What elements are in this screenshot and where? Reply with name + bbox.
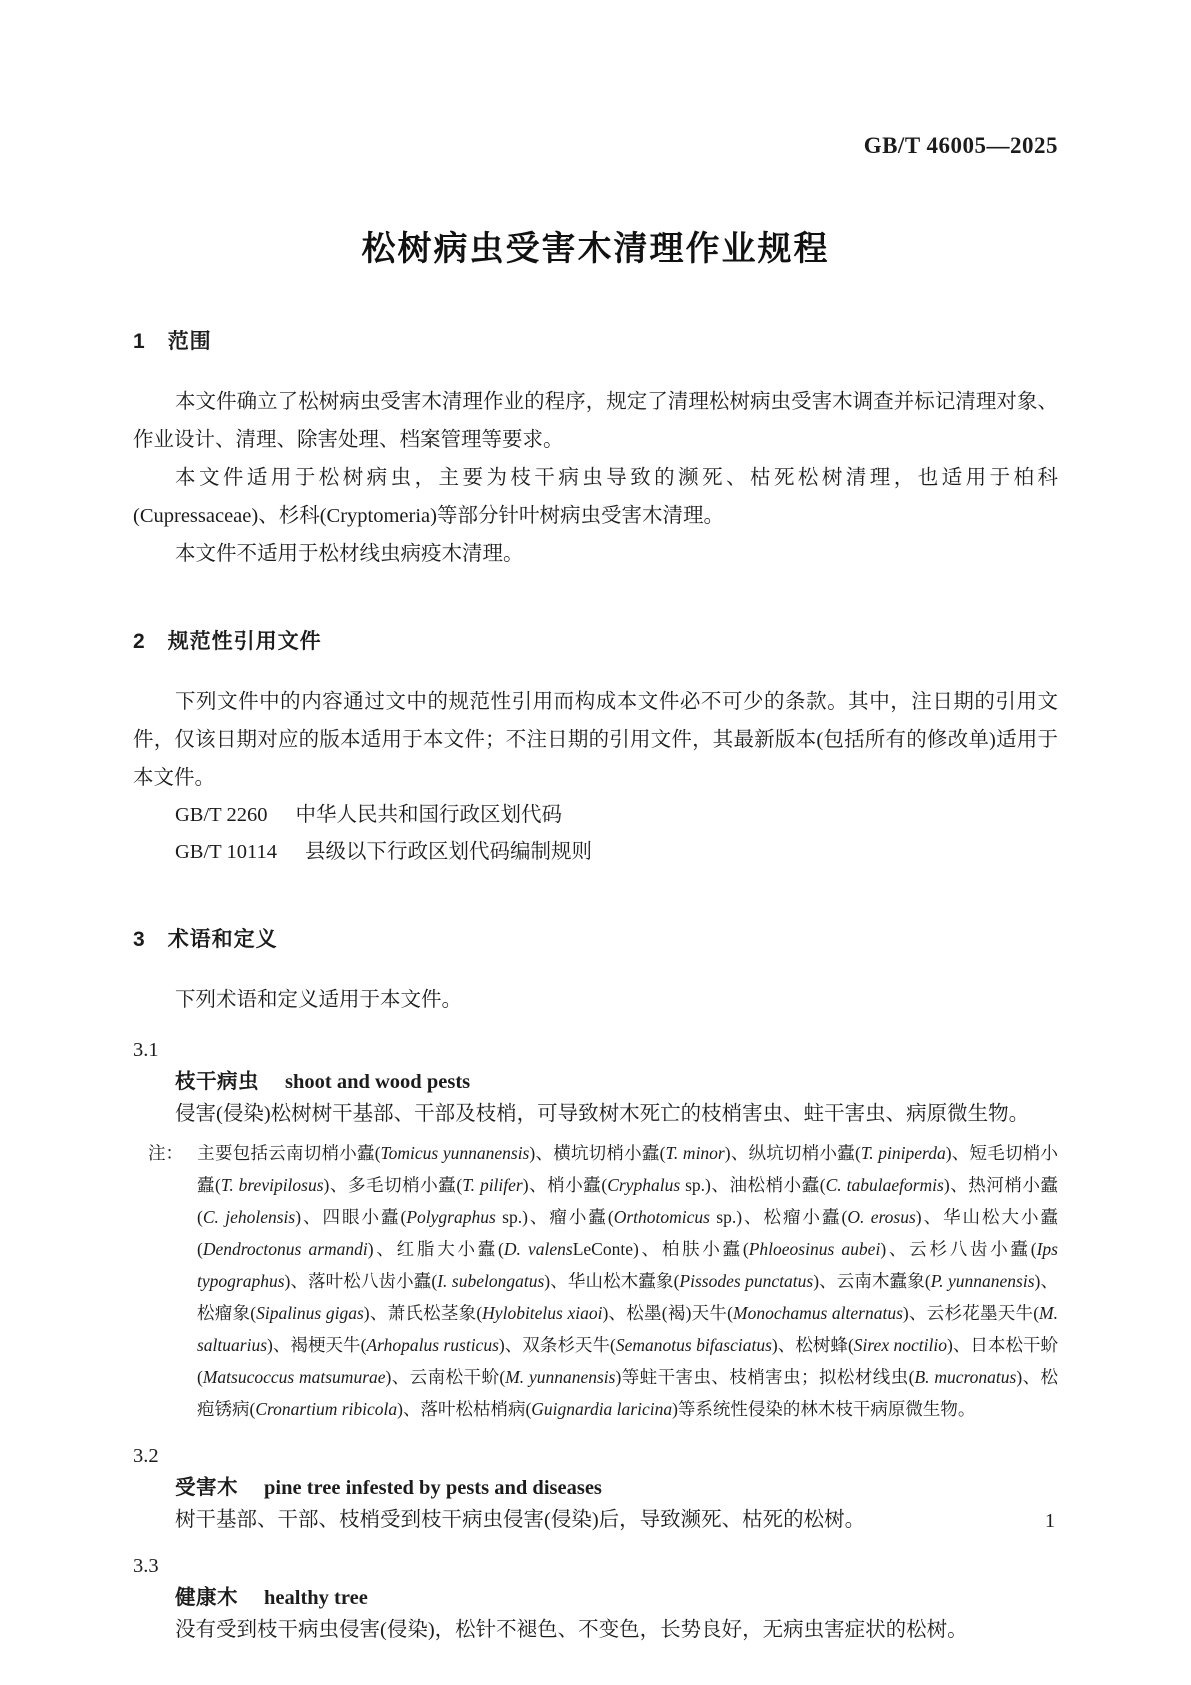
scope-paragraph-2: 本文件适用于松树病虫，主要为枝干病虫导致的濒死、枯死松树清理，也适用于柏科(Cupressaceae)、杉科(Cryptomeria)等部分针叶树病虫受害木清理。 xyxy=(133,467,1058,527)
section-2-body xyxy=(133,683,1058,871)
reference-item xyxy=(175,797,1058,834)
standard-number: GB/T 46005—2025 xyxy=(863,133,1058,158)
reference-code: GB/T 10114 xyxy=(175,841,277,863)
section-1-body xyxy=(133,383,1058,573)
section-1-heading xyxy=(133,327,1058,357)
scope-paragraph-3: 本文件不适用于松材线虫病疫木清理。 xyxy=(175,543,524,565)
section-scope xyxy=(133,327,1058,573)
term-heading xyxy=(175,1473,1058,1503)
scope-paragraph-1: 本文件确立了松树病虫受害木清理作业的程序，规定了清理松树病虫受害木调查并标记清理对象、作业设计、清理、除害处理、档案管理等要求。 xyxy=(133,391,1058,451)
note-body: 主要包括云南切梢小蠹(Tomicus yunnanensis)、横坑切梢小蠹(T. minor)、纵坑切梢小蠹(T. piniperda)、短毛切梢小蠹(T. brevipilosus)、多毛切梢小蠹(T. pilifer)、梢小蠹(Cryphalus sp.)、油松梢小蠹(C. tabulaeformis)、热河梢小蠹(C. jeholensis)、四眼小蠹(Polygraphus sp.)、瘤小蠹(Orthotomicus sp.)、松瘤小蠹(O. erosus)、华山松大小蠹(Dendroctonus armandi)、红脂大小蠹(D. valensLeConte)、柏肤小蠹(Phloeosinus aubei)、云杉八齿小蠹(Ips typographus)、落叶松八齿小蠹(I. subelongatus)、华山松木蠹象(Pissodes punctatus)、云南木蠹象(P. yunnanensis)、松瘤象(Sipalinus gigas)、萧氏松茎象(Hylobitelus xiaoi)、松墨(褐)天牛(Monochamus alternatus)、云杉花墨天牛(M. saltuarius)、褐梗天牛(Arhopalus rusticus)、双条杉天牛(Semanotus bifasciatus)、松树蜂(Sirex noctilio)、日本松干蚧(Matsucoccus matsumurae)、云南松干蚧(M. yunnanensis)等蛀干害虫、枝梢害虫；拟松材线虫(B. mucronatus)、松疱锈病(Cronartium ribicola)、落叶松枯梢病(Guignardia laricina)等系统性侵染的林木枝干病原微生物。 xyxy=(197,1143,1059,1419)
term-3-3 xyxy=(133,1551,1058,1645)
section-normative-references xyxy=(133,627,1058,871)
term-number: 3.1 xyxy=(133,1039,159,1061)
section-1-title: 范围 xyxy=(167,330,212,353)
term-name-en: shoot and wood pests xyxy=(285,1071,471,1093)
reference-item xyxy=(175,834,1058,871)
section-3-heading xyxy=(133,925,1058,955)
term-number: 3.3 xyxy=(133,1555,159,1577)
term-name-zh: 枝干病虫 xyxy=(175,1070,259,1093)
reference-code: GB/T 2260 xyxy=(175,804,268,826)
term-name-en: pine tree infested by pests and diseases xyxy=(264,1477,602,1499)
section-3-title: 术语和定义 xyxy=(167,928,278,951)
reference-title: 中华人民共和国行政区划代码 xyxy=(295,804,562,826)
term-definition: 树干基部、干部、枝梢受到枝干病虫侵害(侵染)后，导致濒死、枯死的松树。 xyxy=(175,1509,866,1531)
term-name-zh: 受害木 xyxy=(175,1476,238,1499)
section-3-number: 3 xyxy=(133,928,146,951)
terms-intro: 下列术语和定义适用于本文件。 xyxy=(175,989,462,1011)
term-heading xyxy=(175,1583,1058,1613)
section-terms-definitions xyxy=(133,925,1058,1645)
term-definition: 侵害(侵染)松树树干基部、干部及枝梢，可导致树木死亡的枝梢害虫、蛀干害虫、病原微生物。 xyxy=(175,1103,1030,1125)
term-name-en: healthy tree xyxy=(264,1587,368,1609)
reference-title: 县级以下行政区划代码编制规则 xyxy=(304,841,592,863)
section-3-body xyxy=(133,981,1058,1645)
document-title: 松树病虫受害木清理作业规程 xyxy=(361,230,830,268)
term-heading xyxy=(175,1067,1058,1097)
doc-header xyxy=(133,132,1058,161)
term-3-2 xyxy=(133,1441,1058,1535)
term-name-zh: 健康木 xyxy=(175,1586,238,1609)
section-2-title: 规范性引用文件 xyxy=(167,630,322,653)
term-definition: 没有受到枝干病虫侵害(侵染)，松针不褪色、不变色，长势良好，无病虫害症状的松树。 xyxy=(175,1619,968,1641)
term-note xyxy=(148,1137,1058,1425)
term-number: 3.2 xyxy=(133,1445,159,1467)
note-label: 注： xyxy=(148,1143,183,1163)
section-2-heading xyxy=(133,627,1058,657)
term-3-1 xyxy=(133,1035,1058,1425)
section-1-number: 1 xyxy=(133,330,146,353)
page-number: 1 xyxy=(1045,1510,1055,1532)
section-2-number: 2 xyxy=(133,630,146,653)
references-intro-paragraph: 下列文件中的内容通过文中的规范性引用而构成本文件必不可少的条款。其中，注日期的引用文件，仅该日期对应的版本适用于本文件；不注日期的引用文件，其最新版本(包括所有的修改单)适用于本文件。 xyxy=(133,691,1058,789)
